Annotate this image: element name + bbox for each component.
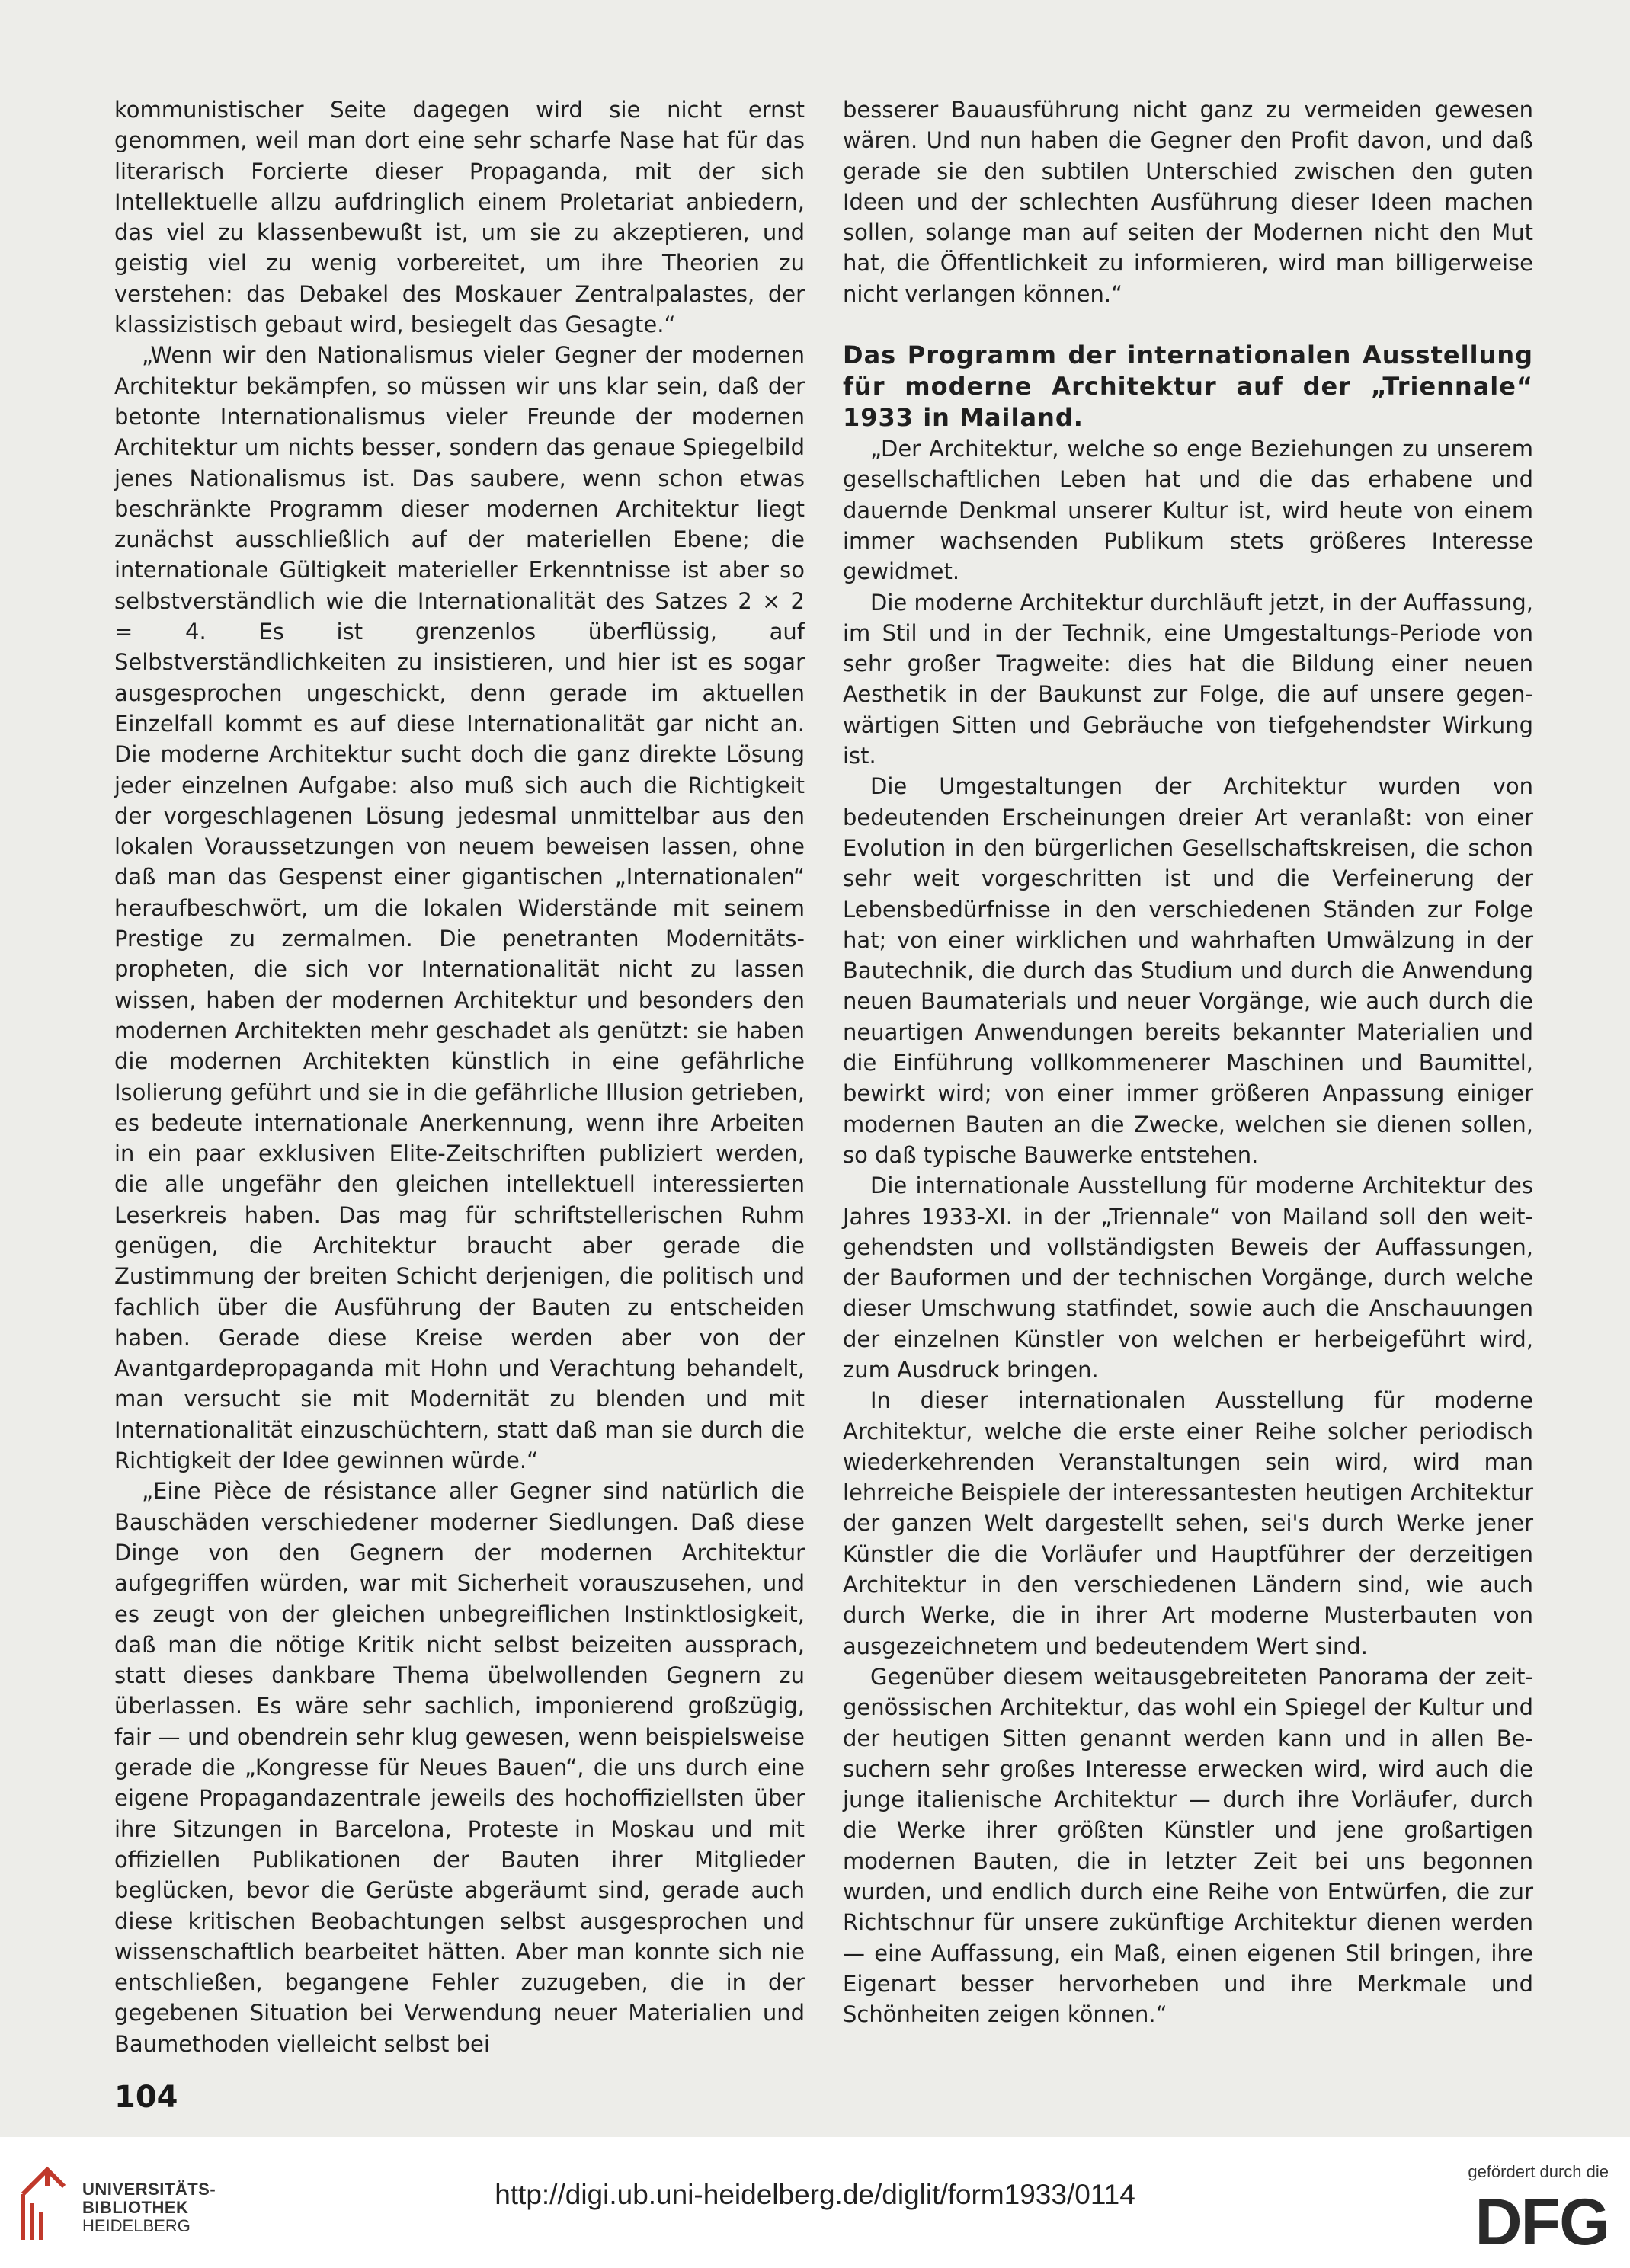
funded-by-label: gefördert durch die <box>1468 2162 1609 2181</box>
source-url-link[interactable]: http://digi.ub.uni-heidelberg.de/diglit/form1933/0114 <box>495 2179 1135 2210</box>
page-number: 104 <box>114 2080 178 2115</box>
institution-line-1: UNIVERSITÄTS- <box>82 2180 216 2199</box>
left-paragraph-1: kommunistischer Seite dagegen wird sie nicht ernst genommen, weil man dort eine sehr scharfe Nase hat für das literarisch Forcierte dieser Propaganda, mit der sich Intellektuelle allzu aufdringlich einem Proletariat anbiedern, das viel zu klassenbewußt ist, um sie zu akzeptieren, und geistig viel zu wenig vorbereitet, um ihre Theorien zu verstehen: das Debakel des Moskauer Zentralpalastes, der klassizistisch gebaut wird, besiegelt das Gesagte.“ <box>114 97 805 338</box>
right-paragraph-1: „Der Architektur, welche so enge Beziehungen zu unserem gesellschaftlichen Leben hat und die das erhabene und dauernde Denkmal unserer Kultur ist, wird heute von einem immer wachsenden Publikum stets größeres Interesse gewidmet. <box>843 436 1533 585</box>
section-heading: Das Programm der internationalen Ausstellung für moderne Architektur auf der „Triennale“ 1933 in Mailand. <box>843 341 1533 433</box>
left-paragraph-3: „Eine Pièce de résistance aller Gegner sind natürlich die Bauschäden verschiedener moderner Siedlungen. Daß diese Dinge von den Gegnern der modernen Architektur aufgegriffen würden, war mit Sicherheit vorauszusehen, und es zeugt von der gleichen unbegreiflichen Instinktlosigkeit, daß man die nötige Kritik nicht selbst beizeiten aussprach, statt dieses dankbare Thema übelwollenden Gegnern zu überlassen. Es wäre sehr sachlich, imponierend großzügig, fair — und obendrein sehr klug gewesen, wenn beispielsweise gerade die „Kongresse für Neues Bauen“, die uns durch eine eigene Propagandazentrale jeweils des hochoffiziellsten über ihre Sitzungen in Barcelona, Proteste in Moskau und mit offiziellen Publikationen der Bauten ihrer Mitglieder beglücken, bevor die Gerüste abgeräumt sind, gerade auch diese kritischen Beobachtungen selbst ausgesprochen und wissenschaftlich bearbeitet hätten. Aber man konnte sich nie entschließen, begangene Fehler zuzugeben, die in der gegebenen Situation bei Verwendung neuer Materialien und Baumethoden vielleicht selbst bei <box>114 1478 805 2057</box>
right-paragraph-5: In dieser internationalen Ausstellung für moderne Architektur, welche die erste einer Reihe solcher periodisch wiederkehrenden Veranstaltungen sein wird, wird man lehrreiche Beispiele der interessantesten heutigen Architektur der ganzen Welt dargestellt sehen, sei's durch Werke jener Künstler die die Vorläufer und Hauptführer der derzeitigen Architektur in den verschiedenen Ländern sind, wie auch durch Werke, die in ihrer Art moderne Musterbauten von ausgezeichnetem und bedeutendem Wert sind. <box>843 1387 1533 1659</box>
institution-line-3: HEIDELBERG <box>82 2216 191 2235</box>
institution-line-2: BIBLIOTHEK <box>82 2198 189 2217</box>
right-paragraph-4: Die internationale Ausstellung für moderne Architektur des Jahres 1933-XI. in der „Triennale“ von Mailand soll den weitgehendsten und vollständigsten Beweis der Auffassungen, der Bauformen und der technischen Vorgänge, durch welche dieser Umschwung statfindet, sowie auch die Anschauungen der einzelnen Künstler von welchen er herbeigeführt wird, zum Ausdruck bringen. <box>843 1172 1533 1383</box>
right-paragraph-2: Die moderne Architektur durchläuft jetzt, in der Auffassung, im Stil und in der Technik, eine Umgestaltungs-Periode von sehr großer Tragweite: dies hat die Bildung einer neuen Aesthetik in der Baukunst zur Folge, die auf unsere gegenwärtigen Sitten und Gebräuche von tiefgehendster Wirkung ist. <box>843 589 1533 769</box>
left-paragraph-2: „Wenn wir den Nationalismus vieler Gegner der modernen Architektur bekämpfen, so müssen wir uns klar sein, daß der betonte Internationalismus vieler Freunde der modernen Architektur um nichts besser, sondern das genaue Spiegelbild jenes Nationalismus ist. Das saubere, wenn schon etwas beschränkte Programm dieser modernen Architektur liegt zunächst ausschließlich auf der materiellen Ebene; die internationale Gültigkeit materieller Erkenntnisse ist aber so selbstverständlich wie die Internationalität des Satzes 2 × 2 = 4. Es ist grenzenlos überflüssig, auf Selbstverständlichkeiten zu insistieren, und hier ist es sogar ausgesprochen ungeschickt, denn gerade im aktuellen Einzelfall kommt es auf diese Internationalität gar nicht an. Die moderne Architektur sucht doch die ganz direkte Lösung jeder einzelnen Aufgabe: also muß sich auch die Richtigkeit der vorgeschlagenen Lösung jedesmal unmittelbar aus den lokalen Voraussetzungen von neuem beweisen lassen, ohne daß man das Gespenst einer gigantischen „Internationalen“ heraufbeschwört, um die lokalen Widerstände mit seinem Prestige zu zermalmen. Die penetranten Modernitätspropheten, die sich vor Internationalität nicht zu lassen wissen, haben der modernen Architektur und besonders den modernen Architekten mehr geschadet als genützt: sie haben die modernen Architekten künstlich in eine gefährliche Isolierung geführt und sie in die gefährliche Illusion getrieben, es bedeute internationale Anerkennung, wenn ihre Arbeiten in ein paar exklusiven Elite-Zeitschriften publiziert werden, die alle ungefähr den gleichen intellektuell interessierten Leserkreis haben. Das mag für schriftstellerischen Ruhm genügen, die Architektur braucht aber gerade die Zustimmung der breiten Schicht derjenigen, die politisch und fachlich über die Ausführung der Bauten zu entscheiden haben. Gerade diese Kreise werden aber von der Avantgardepropaganda mit Hohn und Verachtung behandelt, man versucht sie mit Modernität zu blenden und mit Internationalität einzuschüchtern, statt daß man sie durch die Richtigkeit der Idee gewinnen würde.“ <box>114 342 805 1474</box>
dfg-logo: DFG <box>1475 2186 1609 2259</box>
right-paragraph-6: Gegenüber diesem weitausgebreiteten Panorama der zeitgenössischen Architektur, das wohl ein Spiegel der Kultur und der heutigen Sitten genannt werden kann und in allen Besuchern sehr großes Interesse erwecken wird, wird auch die junge italienische Architektur — durch ihre Vorläufer, durch die Werke ihrer größten Künstler und jene großartigen modernen Bauten, die in letzter Zeit bei uns begonnen wurden, und endlich durch eine Reihe von Entwürfen, die zur Richtschnur für unsere zukünftige Architektur dienen werden — eine Auffassung, ein Maß, einen eigenen Stil bringen, ihre Eigenart besser hervorheben und ihre Merkmale und Schönheiten zeigen können.“ <box>843 1663 1533 2028</box>
right-paragraph-3: Die Umgestaltungen der Architektur wurden von bedeutenden Erscheinungen dreier Art veranlaßt: von einer Evolution in den bürgerlichen Gesellschaftskreisen, die schon sehr weit vorgeschritten ist und die Verfeinerung der Lebensbedürfnisse in den verschiedenen Ständen zur Folge hat; von einer wirklichen und wahrhaften Umwälzung in der Bautechnik, die durch das Studium und durch die Anwendung neuen Baumaterials und neuer Vorgänge, wie auch durch die neuartigen Anwendungen bereits bekannter Materialien und die Einführung vollkommenerer Maschinen und Baumittel, bewirkt wird; von einer immer größeren Anpassung einiger modernen Bauten an die Zwecke, welchen sie dienen sollen, so daß typische Bauwerke entstehen. <box>843 773 1533 1168</box>
left-column <box>114 94 805 2059</box>
right-column <box>843 94 1533 2030</box>
right-intro-paragraph: besserer Bauausführung nicht ganz zu vermeiden gewesen wären. Und nun haben die Gegner den Profit davon, und daß gerade sie den subtilen Unterschied zwischen den guten Ideen und der schlechten Ausführung dieser Ideen machen sollen, solange man auf seiten der Modernen nicht den Mut hat, die Öffentlichkeit zu informieren, wird man billigerweise nicht verlangen können.“ <box>843 97 1533 307</box>
